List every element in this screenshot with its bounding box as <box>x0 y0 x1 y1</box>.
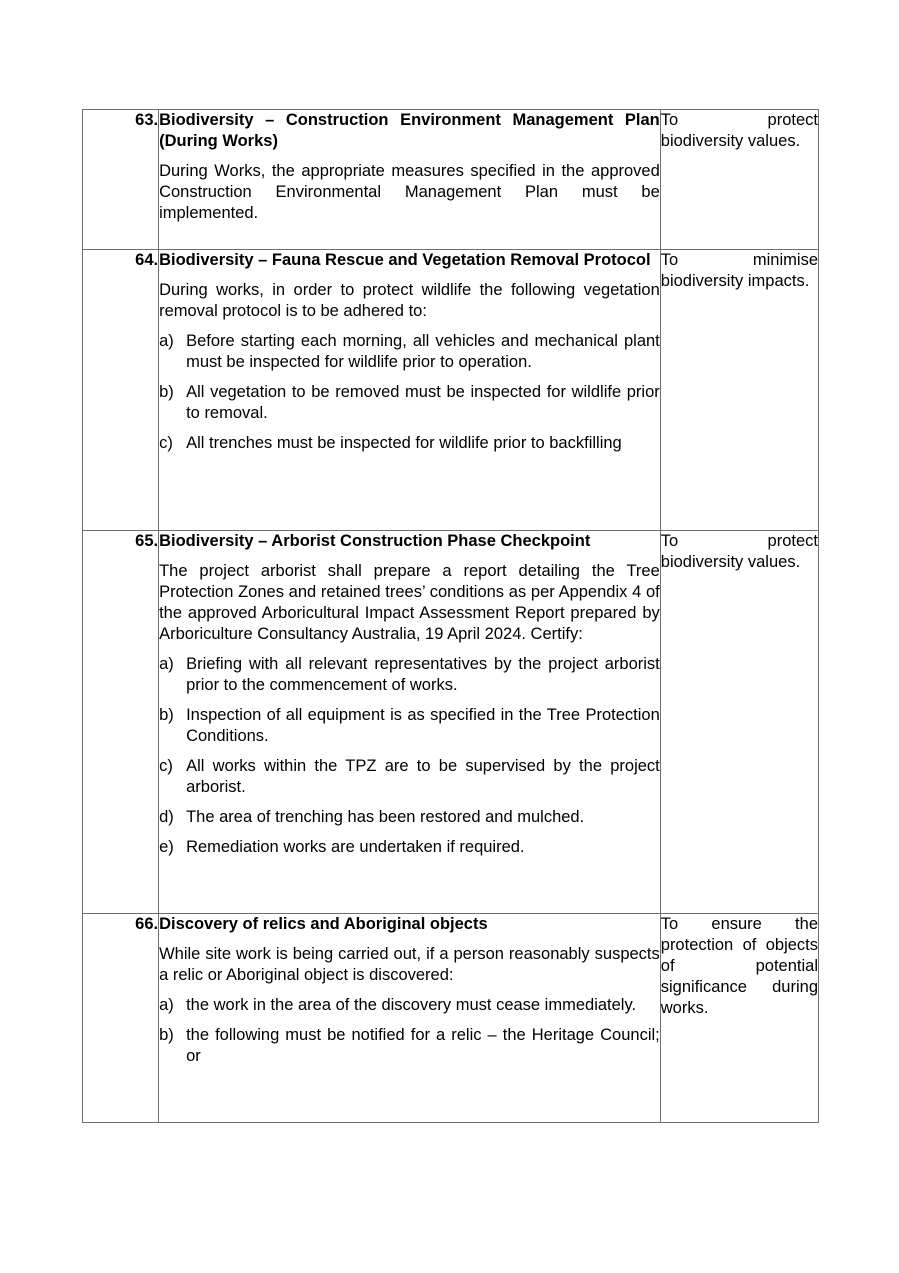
condition-objective: To ensure the protection of objects of potential significance during works. <box>660 914 818 1123</box>
list-item <box>159 995 660 1016</box>
list-marker: a) <box>159 655 174 673</box>
list-item-text: Inspection of all equipment is as specified in the Tree Protection Conditions. <box>186 706 660 745</box>
list-item <box>159 382 660 424</box>
list-marker: a) <box>159 996 174 1014</box>
list-item <box>159 654 660 696</box>
list-item <box>159 756 660 798</box>
condition-list <box>159 995 660 1067</box>
conditions-table <box>82 109 819 1123</box>
condition-objective: To minimise biodiversity impacts. <box>660 250 818 531</box>
list-item-text: All trenches must be inspected for wildlife prior to backfilling <box>186 434 622 452</box>
condition-row-66 <box>83 914 819 1123</box>
condition-description <box>159 914 661 1123</box>
condition-description <box>159 531 661 914</box>
condition-number: 66. <box>83 914 159 1123</box>
list-item <box>159 331 660 373</box>
condition-list <box>159 654 660 858</box>
list-item <box>159 433 660 454</box>
condition-title: Discovery of relics and Aboriginal objects <box>159 915 488 933</box>
condition-paragraph: During Works, the appropriate measures specified in the approved Construction Environmental Management Plan must be implemented. <box>159 162 660 222</box>
condition-number: 65. <box>83 531 159 914</box>
list-item-text: the following must be notified for a relic – the Heritage Council; or <box>186 1026 660 1065</box>
condition-row-65 <box>83 531 819 914</box>
condition-title: Biodiversity – Fauna Rescue and Vegetation Removal Protocol <box>159 251 651 269</box>
condition-title: Biodiversity – Arborist Construction Phase Checkpoint <box>159 532 591 550</box>
condition-description <box>159 250 661 531</box>
condition-description <box>159 110 661 250</box>
list-item-text: Before starting each morning, all vehicles and mechanical plant must be inspected for wildlife prior to operation. <box>186 332 660 371</box>
condition-list <box>159 331 660 454</box>
condition-title: Biodiversity – Construction Environment Management Plan (During Works) <box>159 111 660 150</box>
condition-row-63 <box>83 110 819 250</box>
list-item-text: the work in the area of the discovery must cease immediately. <box>186 996 637 1014</box>
list-marker: b) <box>159 383 174 401</box>
list-marker: b) <box>159 706 174 724</box>
condition-number: 64. <box>83 250 159 531</box>
condition-paragraph: While site work is being carried out, if a person reasonably suspects a relic or Aboriginal object is discovered: <box>159 945 660 984</box>
list-marker: b) <box>159 1026 174 1044</box>
condition-row-64 <box>83 250 819 531</box>
list-item <box>159 705 660 747</box>
list-item-text: The area of trenching has been restored and mulched. <box>186 808 585 826</box>
list-marker: e) <box>159 838 174 856</box>
list-marker: c) <box>159 757 173 775</box>
list-marker: c) <box>159 434 173 452</box>
condition-objective: To protect biodiversity values. <box>660 110 818 250</box>
list-item-text: All vegetation to be removed must be inspected for wildlife prior to removal. <box>186 383 660 422</box>
condition-number: 63. <box>83 110 159 250</box>
list-item-text: All works within the TPZ are to be supervised by the project arborist. <box>186 757 660 796</box>
condition-objective: To protect biodiversity values. <box>660 531 818 914</box>
list-marker: a) <box>159 332 174 350</box>
list-marker: d) <box>159 808 174 826</box>
list-item <box>159 1025 660 1067</box>
list-item-text: Briefing with all relevant representatives by the project arborist prior to the commencement of works. <box>186 655 660 694</box>
list-item <box>159 807 660 828</box>
condition-paragraph: The project arborist shall prepare a report detailing the Tree Protection Zones and retained trees’ conditions as per Appendix 4 of the approved Arboricultural Impact Assessment Report prepared by Arboriculture Consultancy Australia, 19 April 2024. Certify: <box>159 562 660 643</box>
list-item-text: Remediation works are undertaken if required. <box>186 838 525 856</box>
condition-paragraph: During works, in order to protect wildlife the following vegetation removal protocol is to be adhered to: <box>159 281 660 320</box>
list-item <box>159 837 660 858</box>
